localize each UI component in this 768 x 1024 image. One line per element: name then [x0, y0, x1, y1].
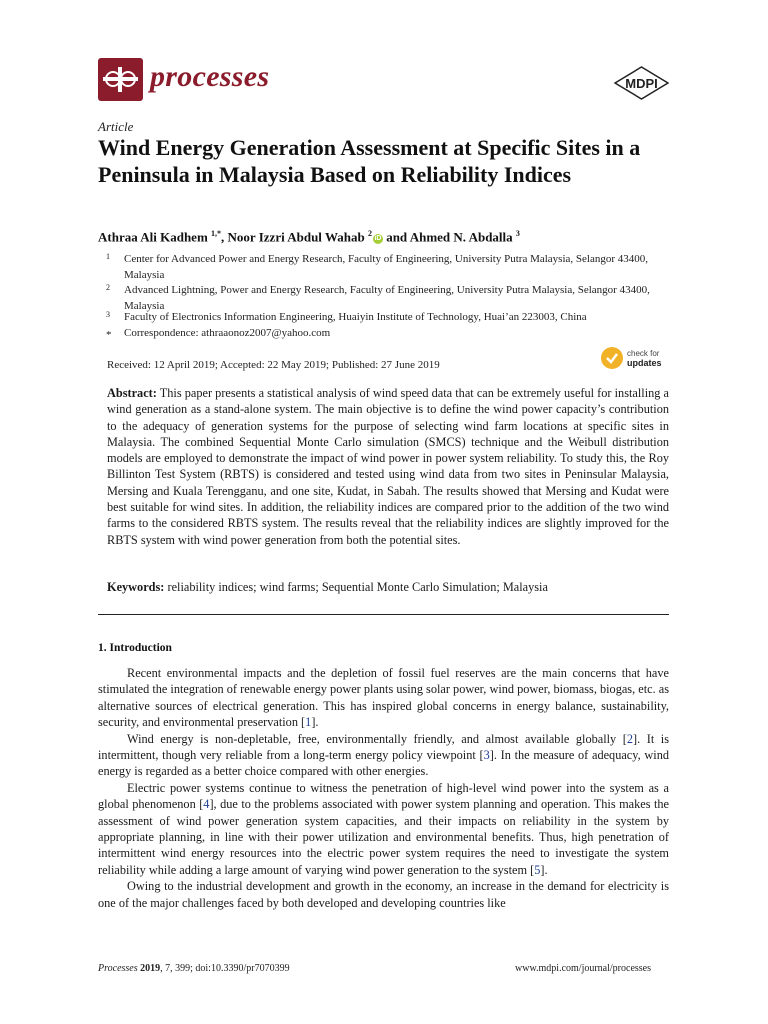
updates-label: updates — [627, 358, 662, 368]
body-text — [98, 665, 669, 911]
affiliation-number: 3 — [106, 310, 110, 319]
paragraph — [98, 878, 669, 911]
paragraph-text: Recent environmental impacts and the depletion of fossil fuel reserves are the main concerns that have stimulated the integration of renewable energy power plants using solar power, wind power, biomass, biogas, etc. as alternative sources of electrical generation. This has inspired global concerns in energy balance, sustainability, security, and environmental preservation [ — [98, 666, 669, 730]
author-affiliation-marker: 3 — [515, 229, 520, 238]
mdpi-logo-text: MDPI — [625, 76, 658, 91]
author-connector: and — [386, 229, 408, 245]
paragraph — [98, 780, 669, 878]
author-name[interactable]: Athraa Ali Kadhem — [98, 229, 208, 245]
paragraph-text: ]. In the measure of adequacy, wind energy is regarded as a better choice compared with other energies. — [98, 748, 669, 779]
paper-title: Wind Energy Generation Assessment at Specific Sites in a Peninsula in Malaysia Based on Reliability Indices — [98, 135, 641, 187]
abstract-label: Abstract: — [107, 386, 157, 400]
citation-link[interactable]: 2 — [626, 731, 633, 746]
abstract-text: This paper presents a statistical analysis of wind speed data that can be extremely useful for installing a wind generation as a stand-alone system. The main objective is to define the wind power capacity’s contribution to the adequacy of generation systems for the purpose of selecting wind farm locations at specific sites in Malaysia. The combined Sequential Monte Carlo simulation (SMCS) technique and the Weibull distribution models are employed to demonstrate the impact of wind power in power system reliability. To study this, the Roy Billinton Test System (RBTS) is considered and tested using wind data from two sites in Peninsular Malaysia, Mersing and Kuala Terengganu, and one site, Kudat, in Sabah. The results showed that Mersing and Kudat were best suitable for wind sites. In addition, the reliability indices are compared prior to the addition of the two wind farms to the considered RBTS system. The results reveal that the reliability indices are slightly improved for the RBTS system with wind power generation from both the potential sites. — [107, 386, 669, 547]
paragraph-text: ]. — [311, 715, 319, 730]
affiliation-text: Center for Advanced Power and Energy Research, Faculty of Engineering, University Putra Malaysia, Selangor 43400, Malaysia — [124, 253, 648, 281]
abstract — [107, 385, 669, 548]
paragraph-text: Electric power systems continue to witness the penetration of high-level wind power into the system as a global phenomenon [ — [98, 780, 669, 812]
citation-link[interactable]: 4 — [203, 797, 210, 812]
keywords-label: Keywords: — [107, 580, 165, 594]
footer-citation — [98, 963, 290, 974]
footer-journal: Processes — [98, 963, 138, 974]
footer-doi[interactable]: , 7, 399; doi:10.3390/pr7070399 — [160, 963, 290, 974]
affiliation-number: 2 — [106, 283, 110, 292]
affiliation-text: Faculty of Electronics Information Engineering, Huaiyin Institute of Technology, Huai’an 223003, China — [124, 311, 587, 323]
correspondence-text[interactable]: Correspondence: athraaonoz2007@yahoo.com — [124, 327, 331, 339]
check-for-label: check for — [627, 349, 660, 358]
author-affiliation-marker: 1,* — [211, 229, 222, 238]
paragraph-text: ]. — [540, 862, 548, 877]
footer-url[interactable]: www.mdpi.com/journal/processes — [515, 963, 651, 974]
paragraph-text: Owing to the industrial development and growth in the economy, an increase in the demand for electricity is one of the major challenges faced by both developed and developing countries like — [98, 879, 669, 910]
footer-year: 2019 — [140, 963, 161, 974]
publication-dates: Received: 12 April 2019; Accepted: 22 May 2019; Published: 27 June 2019 — [107, 359, 440, 371]
citation-link[interactable]: 1 — [305, 715, 312, 730]
keywords — [107, 580, 669, 595]
mdpi-logo[interactable] — [614, 66, 669, 100]
affiliation-number: * — [106, 329, 112, 341]
journal-logo-icon — [98, 58, 143, 101]
check-updates-icon — [601, 347, 623, 369]
section-heading: 1. Introduction — [98, 642, 172, 654]
paragraph — [98, 731, 669, 780]
orcid-icon[interactable]: iD — [374, 235, 382, 243]
author-name[interactable]: Noor Izzri Abdul Wahab — [227, 229, 365, 245]
keywords-text: reliability indices; wind farms; Sequential Monte Carlo Simulation; Malaysia — [167, 580, 548, 594]
paragraph-text: Wind energy is non-depletable, free, environmentally friendly, and almost available globally [ — [127, 731, 627, 746]
affiliation-number: 1 — [106, 252, 110, 261]
check-for-updates-badge[interactable] — [601, 347, 671, 371]
paragraph-text: ], due to the problems associated with power system planning and operation. This makes the assessment of wind power generation system capacities, and their impacts on reliability in the system by appropriate planning, in line with their power utilization and environmental benefits. Thus, high penetration of intermittent wind energy resources into the electric power system requires the need to investigate the system reliability while adding a large amount of varying wind power generation to the system [ — [98, 797, 669, 877]
article-type: Article — [98, 119, 134, 134]
paragraph — [98, 665, 669, 731]
author-list: Athraa Ali Kadhem $^{1,*}$, Noor Izzri Abdul Wahab $^2$iD and Ahmed N. Abdalla $^3$ — [98, 229, 520, 245]
journal-name[interactable]: processes — [150, 60, 270, 93]
section-divider — [98, 614, 669, 615]
citation-link[interactable]: 3 — [483, 748, 490, 763]
paragraph-text: ]. It is intermittent, though very reliable from a long-term energy policy viewpoint [ — [98, 731, 669, 763]
affiliation-text: Advanced Lightning, Power and Energy Research, Faculty of Engineering, University Putra Malaysia, Selangor 43400, Malaysia — [124, 284, 650, 312]
author-affiliation-marker: 2 — [367, 229, 372, 238]
author-name[interactable]: Ahmed N. Abdalla — [409, 229, 513, 245]
citation-link[interactable]: 5 — [534, 862, 541, 877]
